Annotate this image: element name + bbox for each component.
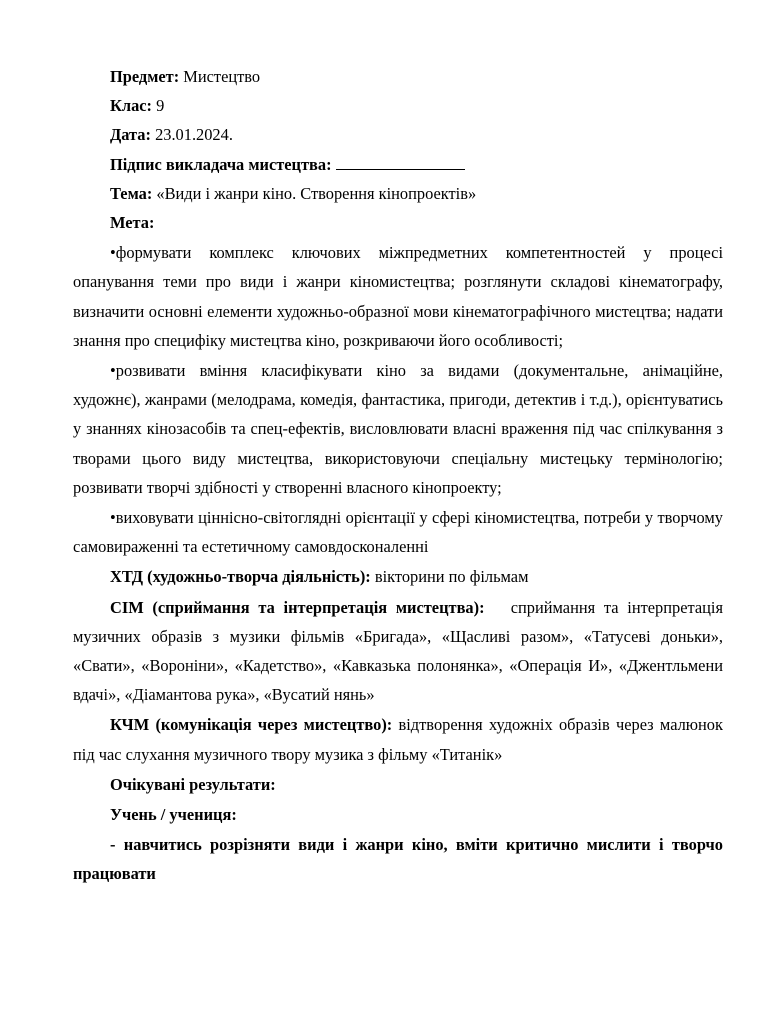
- topic-line: [73, 179, 723, 208]
- goal-label: Мета:: [110, 213, 155, 233]
- goal-item-1: [73, 238, 723, 355]
- bullet-icon: •: [110, 508, 116, 528]
- results-heading-text: Очікувані результати:: [110, 774, 276, 794]
- htd-text: вікторини по фільмам: [374, 567, 529, 587]
- kchm-paragraph: [73, 710, 723, 768]
- student-heading: [73, 800, 723, 829]
- class-value: 9: [156, 96, 165, 116]
- kchm-text: відтворення художніх образів через малюнок під час слухання музичного твору музика з фільму «Титанік»: [73, 715, 723, 764]
- class-line: [73, 91, 723, 120]
- subject-value: Мистецтво: [183, 67, 261, 86]
- date-label: Дата:: [110, 125, 151, 145]
- subject-label: Предмет:: [110, 67, 180, 86]
- goal-item-2: [73, 356, 723, 502]
- results-heading: [73, 770, 723, 799]
- signature-blank: [336, 155, 465, 170]
- bullet-icon: •: [110, 243, 116, 263]
- goal-heading: [73, 208, 723, 237]
- subject-line: [73, 62, 723, 91]
- goal-text-2: розвивати вміння класифікувати кіно за видами (документальне, анімаційне, художнє), жанрами (мелодрама, комедія, фантастика, пригоди, детектив і т.д.), орієнтуватись у знаннях кінозасобів та спец-ефектів, висловлювати власні враження під час спілкування з творами цього виду мистецтва, використовуючи спеціальну мистецьку термінологію; розвивати творчі здібності у створенні власного кінопроекту;: [73, 361, 723, 497]
- student-label: Учень / учениця:: [110, 805, 237, 825]
- goal-text-1: формувати комплекс ключових міжпредметних компетентностей у процесі опанування теми про види і жанри кіномистецтва; розглянути складові кінематографу, визначити основні елементи художньо-образної мови кінематографічного мистецтва; надати знання про специфіку мистецтва кіно, розкриваючи його особливості;: [73, 243, 723, 350]
- htd-label: ХТД (художньо-творча діяльність):: [110, 567, 371, 587]
- date-value: 23.01.2024.: [155, 125, 233, 145]
- sim-label: СІМ (сприймання та інтерпретація мистецтва):: [110, 597, 485, 617]
- class-label: Клас:: [110, 96, 153, 116]
- result-item-1: [73, 830, 723, 888]
- sim-paragraph: [73, 593, 723, 710]
- signature-label: Підпис викладача мистецтва:: [110, 154, 332, 174]
- goal-item-3: [73, 503, 723, 561]
- lesson-plan-document: [73, 62, 723, 889]
- date-line: [73, 120, 723, 149]
- signature-line: [73, 150, 723, 179]
- topic-value: «Види і жанри кіно. Створення кінопроектів»: [156, 183, 477, 203]
- result-text-1: - навчитись розрізняти види і жанри кіно, вміти критично мислити і творчо працювати: [73, 835, 723, 884]
- bullet-icon: •: [110, 361, 116, 381]
- sim-text: сприймання та інтерпретація музичних образів з музики фільмів «Бригада», «Щасливі разом», «Татусеві доньки», «Свати», «Вороніни», «Кадетство», «Кавказька полонянка», «Операція И», «Джентльмени вдачі», «Діамантова рука», «Вусатий нянь»: [73, 597, 723, 705]
- goal-text-3: виховувати ціннісно-світоглядні орієнтації у сфері кіномистецтва, потреби у творчому самовираженні та естетичному самовдосконаленні: [73, 508, 723, 557]
- htd-line: [73, 562, 723, 591]
- kchm-label: КЧМ (комунікація через мистецтво):: [110, 715, 393, 735]
- topic-label: Тема:: [110, 183, 153, 203]
